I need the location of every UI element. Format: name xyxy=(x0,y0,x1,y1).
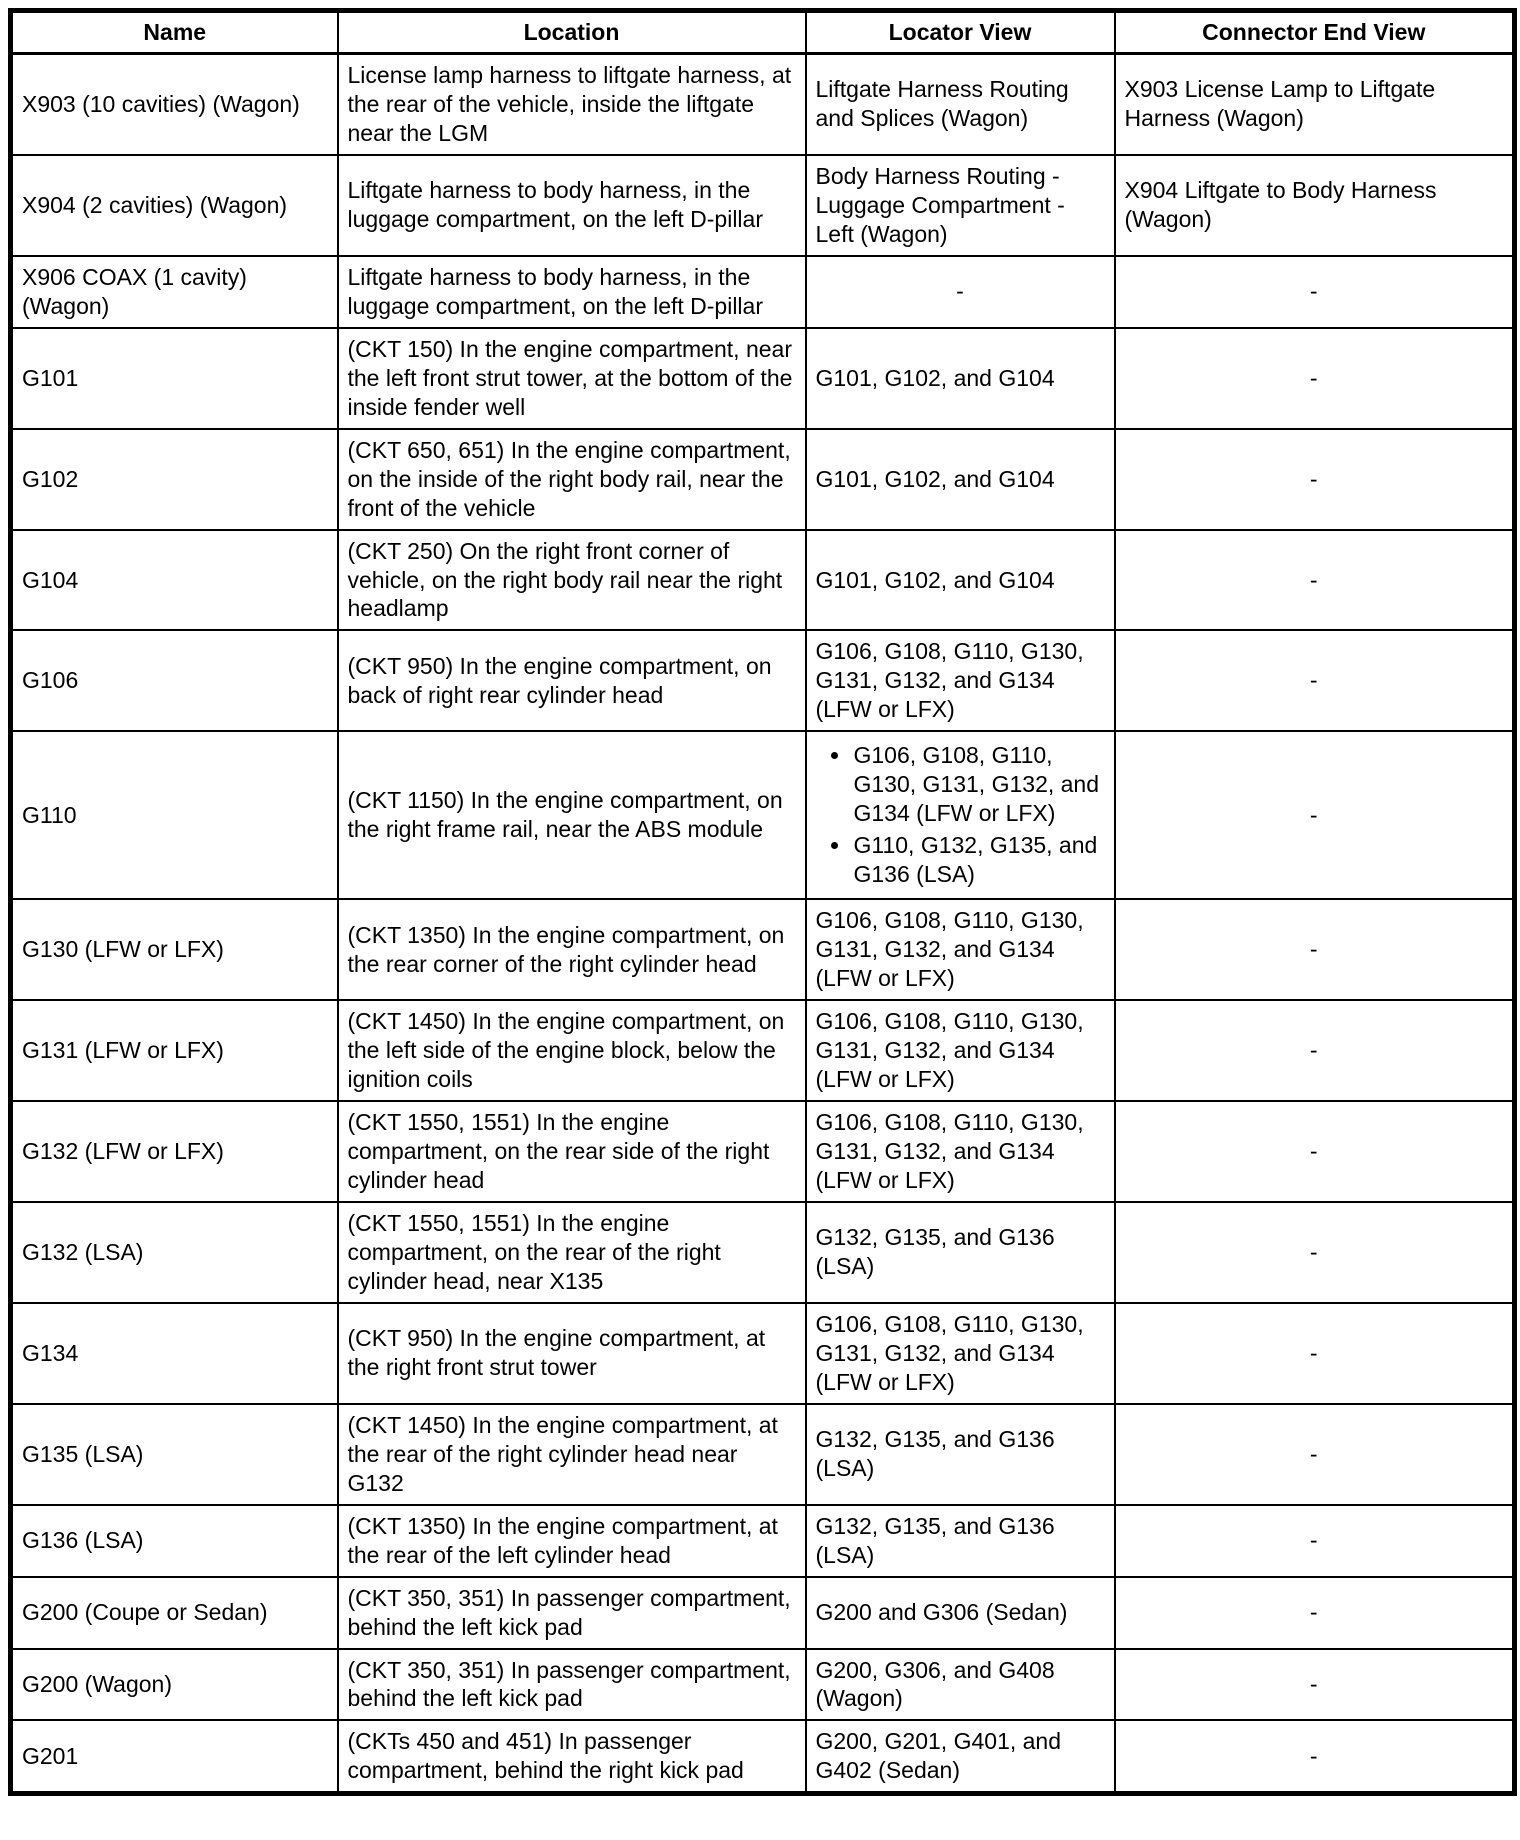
connector-end-view-cell: - xyxy=(1115,530,1515,631)
column-header-location: Location xyxy=(338,11,806,54)
locator-view-cell: G106, G108, G110, G130, G131, G132, and G134 (LFW or LFX) xyxy=(806,1303,1115,1404)
name-cell: X903 (10 cavities) (Wagon) xyxy=(11,53,338,154)
connector-end-view-cell: - xyxy=(1115,630,1515,731)
locator-view-cell: G132, G135, and G136 (LSA) xyxy=(806,1505,1115,1577)
connector-end-view-cell: - xyxy=(1115,1303,1515,1404)
locator-view-cell: G101, G102, and G104 xyxy=(806,328,1115,429)
location-cell: (CKT 250) On the right front corner of vehicle, on the right body rail near the right headlamp xyxy=(338,530,806,631)
table-row xyxy=(11,1202,1515,1303)
location-cell: (CKT 150) In the engine compartment, near the left front strut tower, at the bottom of the inside fender well xyxy=(338,328,806,429)
name-cell: G134 xyxy=(11,1303,338,1404)
table-row xyxy=(11,155,1515,256)
column-header-connector-end-view: Connector End View xyxy=(1115,11,1515,54)
locator-bullet-item: • G110, G132, G135, and G136 (LSA) xyxy=(852,831,1105,889)
name-cell: G136 (LSA) xyxy=(11,1505,338,1577)
location-cell: (CKTs 450 and 451) In passenger compartment, behind the right kick pad xyxy=(338,1720,806,1793)
locator-view-cell: G106, G108, G110, G130, G131, G132, and G134 (LFW or LFX) xyxy=(806,1101,1115,1202)
location-cell: (CKT 1350) In the engine compartment, at the rear of the left cylinder head xyxy=(338,1505,806,1577)
connector-end-view-cell: - xyxy=(1115,328,1515,429)
connector-end-view-cell: - xyxy=(1115,1000,1515,1101)
locator-view-cell: G106, G108, G110, G130, G131, G132, and G134 (LFW or LFX) xyxy=(806,630,1115,731)
locator-bullet-item: • G106, G108, G110, G130, G131, G132, and G134 (LFW or LFX) xyxy=(852,741,1105,828)
table-row xyxy=(11,1101,1515,1202)
table-row xyxy=(11,53,1515,154)
name-cell: G132 (LFW or LFX) xyxy=(11,1101,338,1202)
name-cell: G101 xyxy=(11,328,338,429)
name-cell: X904 (2 cavities) (Wagon) xyxy=(11,155,338,256)
table-row xyxy=(11,429,1515,530)
connector-end-view-cell: - xyxy=(1115,899,1515,1000)
locator-view-cell: - xyxy=(806,256,1115,328)
locator-view-cell xyxy=(806,731,1115,899)
connector-end-view-cell: - xyxy=(1115,1404,1515,1505)
name-cell: G201 xyxy=(11,1720,338,1793)
name-cell: G135 (LSA) xyxy=(11,1404,338,1505)
connector-end-view-cell: - xyxy=(1115,1101,1515,1202)
connector-end-view-cell: - xyxy=(1115,1577,1515,1649)
name-cell: G110 xyxy=(11,731,338,899)
table-row xyxy=(11,328,1515,429)
table-header xyxy=(11,11,1515,54)
connector-end-view-cell: X904 Liftgate to Body Harness (Wagon) xyxy=(1115,155,1515,256)
table-body xyxy=(11,53,1515,1793)
connector-end-view-cell: - xyxy=(1115,256,1515,328)
locator-view-cell: G132, G135, and G136 (LSA) xyxy=(806,1404,1115,1505)
table-row xyxy=(11,1404,1515,1505)
name-cell: G132 (LSA) xyxy=(11,1202,338,1303)
name-cell: G104 xyxy=(11,530,338,631)
location-cell: (CKT 1550, 1551) In the engine compartment, on the rear side of the right cylinder head xyxy=(338,1101,806,1202)
name-cell: G200 (Coupe or Sedan) xyxy=(11,1577,338,1649)
locator-view-cell: Liftgate Harness Routing and Splices (Wagon) xyxy=(806,53,1115,154)
locator-view-cell: G200, G201, G401, and G402 (Sedan) xyxy=(806,1720,1115,1793)
name-cell: G106 xyxy=(11,630,338,731)
connector-end-view-cell: - xyxy=(1115,1505,1515,1577)
connector-end-view-cell: - xyxy=(1115,1649,1515,1721)
location-cell: License lamp harness to liftgate harness, at the rear of the vehicle, inside the liftgate near the LGM xyxy=(338,53,806,154)
table-row xyxy=(11,1303,1515,1404)
column-header-locator-view: Locator View xyxy=(806,11,1115,54)
location-cell: Liftgate harness to body harness, in the luggage compartment, on the left D-pillar xyxy=(338,155,806,256)
name-cell: G130 (LFW or LFX) xyxy=(11,899,338,1000)
connector-end-view-cell: X903 License Lamp to Liftgate Harness (Wagon) xyxy=(1115,53,1515,154)
connector-end-view-cell: - xyxy=(1115,1720,1515,1793)
table-row xyxy=(11,630,1515,731)
location-cell: (CKT 1350) In the engine compartment, on the rear corner of the right cylinder head xyxy=(338,899,806,1000)
locator-view-cell: G101, G102, and G104 xyxy=(806,429,1115,530)
location-cell: (CKT 950) In the engine compartment, on back of right rear cylinder head xyxy=(338,630,806,731)
table-row xyxy=(11,1505,1515,1577)
table-row xyxy=(11,1720,1515,1793)
locator-view-cell: G132, G135, and G136 (LSA) xyxy=(806,1202,1115,1303)
connector-end-view-cell: - xyxy=(1115,1202,1515,1303)
locator-bullet-list xyxy=(816,741,1105,889)
locator-view-cell: G106, G108, G110, G130, G131, G132, and G134 (LFW or LFX) xyxy=(806,1000,1115,1101)
connector-end-view-cell: - xyxy=(1115,731,1515,899)
header-row xyxy=(11,11,1515,54)
connector-location-table xyxy=(8,8,1517,1796)
location-cell: (CKT 1150) In the engine compartment, on the right frame rail, near the ABS module xyxy=(338,731,806,899)
location-cell: (CKT 1450) In the engine compartment, at the rear of the right cylinder head near G132 xyxy=(338,1404,806,1505)
locator-view-cell: Body Harness Routing - Luggage Compartment - Left (Wagon) xyxy=(806,155,1115,256)
name-cell: G102 xyxy=(11,429,338,530)
locator-view-cell: G101, G102, and G104 xyxy=(806,530,1115,631)
location-cell: (CKT 950) In the engine compartment, at the right front strut tower xyxy=(338,1303,806,1404)
table-row xyxy=(11,530,1515,631)
location-cell: (CKT 1450) In the engine compartment, on the left side of the engine block, below the ignition coils xyxy=(338,1000,806,1101)
table-row xyxy=(11,1000,1515,1101)
table-row xyxy=(11,1577,1515,1649)
location-cell: (CKT 350, 351) In passenger compartment, behind the left kick pad xyxy=(338,1649,806,1721)
locator-view-cell: G200, G306, and G408 (Wagon) xyxy=(806,1649,1115,1721)
location-cell: (CKT 350, 351) In passenger compartment, behind the left kick pad xyxy=(338,1577,806,1649)
column-header-name: Name xyxy=(11,11,338,54)
name-cell: G200 (Wagon) xyxy=(11,1649,338,1721)
table-row xyxy=(11,731,1515,899)
connector-end-view-cell: - xyxy=(1115,429,1515,530)
table-row xyxy=(11,256,1515,328)
location-cell: (CKT 650, 651) In the engine compartment, on the inside of the right body rail, near the front of the vehicle xyxy=(338,429,806,530)
location-cell: Liftgate harness to body harness, in the luggage compartment, on the left D-pillar xyxy=(338,256,806,328)
name-cell: X906 COAX (1 cavity) (Wagon) xyxy=(11,256,338,328)
name-cell: G131 (LFW or LFX) xyxy=(11,1000,338,1101)
locator-view-cell: G200 and G306 (Sedan) xyxy=(806,1577,1115,1649)
table-row xyxy=(11,899,1515,1000)
location-cell: (CKT 1550, 1551) In the engine compartment, on the rear of the right cylinder head, near X135 xyxy=(338,1202,806,1303)
table-row xyxy=(11,1649,1515,1721)
locator-view-cell: G106, G108, G110, G130, G131, G132, and G134 (LFW or LFX) xyxy=(806,899,1115,1000)
